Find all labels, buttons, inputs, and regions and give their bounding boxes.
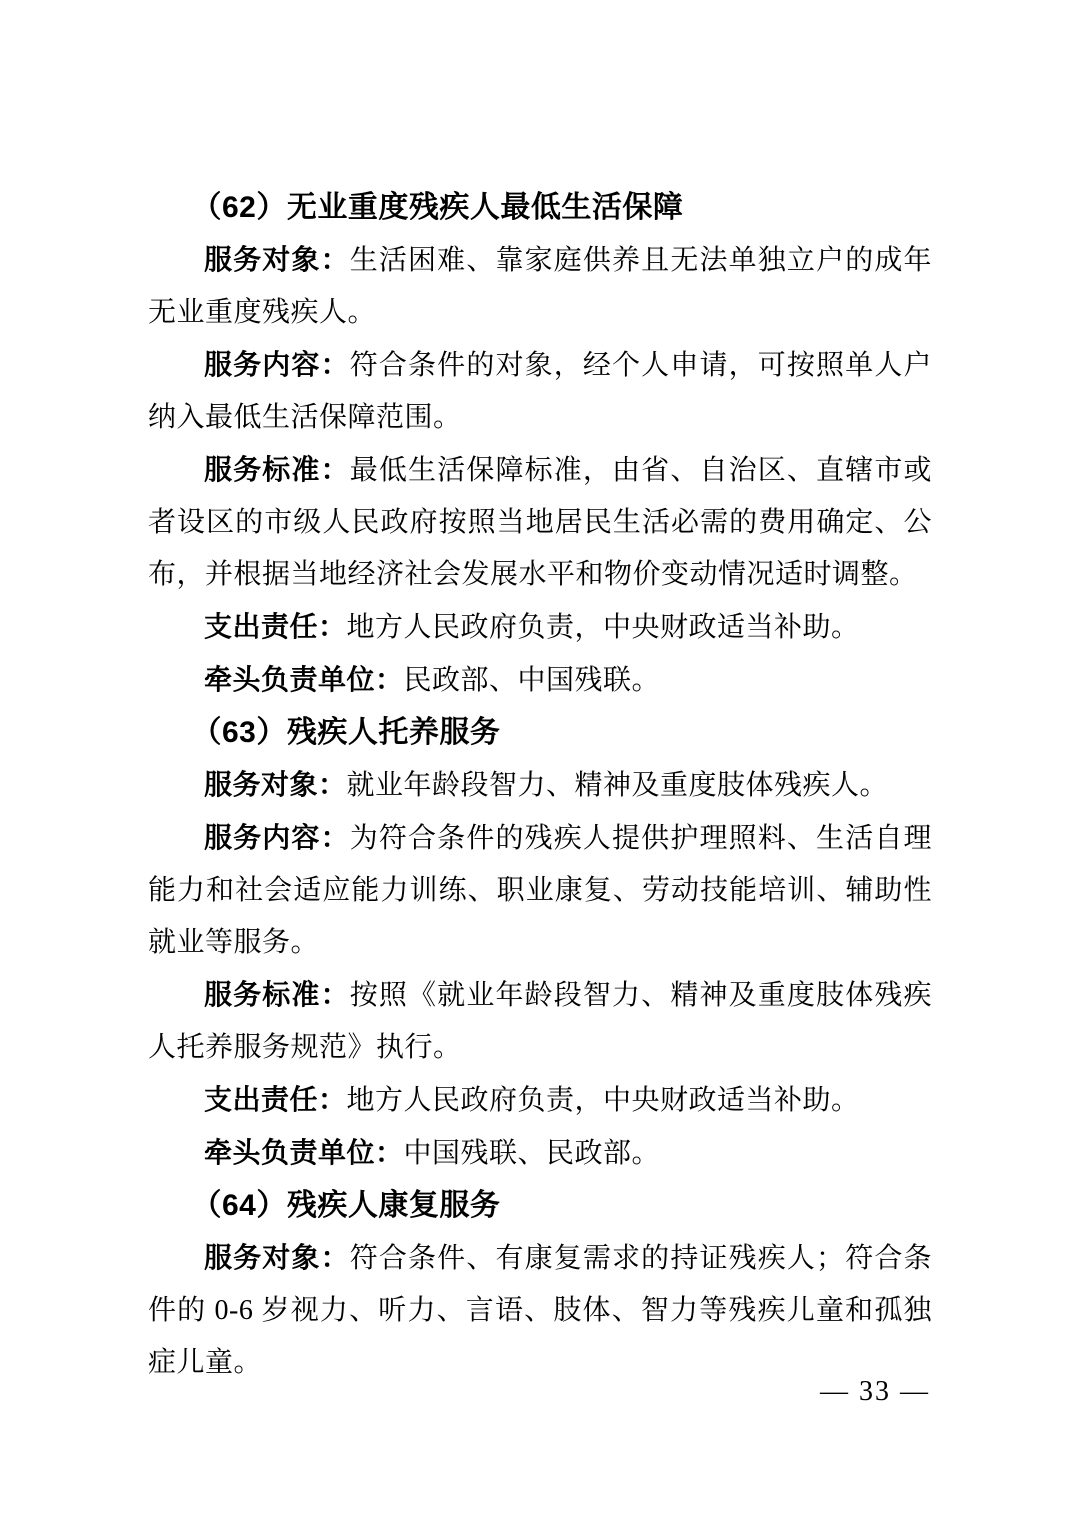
paragraph-service-content (148, 812, 932, 969)
paragraph-label: 服务对象： (204, 1242, 350, 1273)
paragraph-label: 服务内容： (204, 822, 350, 853)
paragraph-label: 服务标准： (204, 979, 350, 1010)
paragraph-service-standard (148, 969, 932, 1074)
paragraph-lead-unit (148, 1127, 932, 1180)
paragraph-service-standard (148, 444, 932, 601)
paragraph-service-target (148, 234, 932, 339)
paragraph-text: 最低生活保障标准，由省、自治区、直辖市或者设区的市级人民政府按照当地居民生活必需的费用确定、公布，并根据当地经济社会发展水平和物价变动情况适时调整。 (148, 455, 932, 590)
paragraph-text: 地方人民政府负责，中央财政适当补助。 (346, 612, 860, 643)
paragraph-text: 符合条件的对象，经个人申请，可按照单人户纳入最低生活保障范围。 (148, 350, 932, 433)
paragraph-text: 就业年龄段智力、精神及重度肢体残疾人。 (346, 770, 889, 801)
page-number-footer: — 33 — (820, 1376, 930, 1407)
section-heading-62: （62）无业重度残疾人最低生活保障 (191, 191, 684, 224)
paragraph-label: 牵头负责单位： (204, 664, 404, 695)
paragraph-text: 符合条件、有康复需求的持证残疾人；符合条件的 0-6 岁视力、听力、言语、肢体、智力等残疾儿童和孤独症儿童。 (148, 1243, 932, 1378)
paragraph-text: 为符合条件的残疾人提供护理照料、生活自理能力和社会适应能力训练、职业康复、劳动技能培训、辅助性就业等服务。 (148, 823, 932, 958)
paragraph-label: 支出责任： (204, 611, 347, 642)
paragraph-label: 服务对象： (204, 244, 350, 275)
paragraph-service-target (148, 759, 932, 812)
paragraph-service-content (148, 339, 932, 444)
section-heading-63: （63）残疾人托养服务 (191, 716, 501, 749)
paragraph-lead-unit (148, 654, 932, 707)
paragraph-service-target (148, 1232, 932, 1389)
paragraph-text: 地方人民政府负责，中央财政适当补助。 (346, 1085, 860, 1116)
paragraph-label: 服务内容： (204, 349, 350, 380)
paragraph-text: 民政部、中国残联。 (403, 665, 661, 696)
paragraph-text: 生活困难、靠家庭供养且无法单独立户的成年无业重度残疾人。 (148, 245, 932, 328)
paragraph-label: 服务对象： (204, 769, 347, 800)
paragraph-expenditure (148, 1074, 932, 1127)
section-heading-64: （64）残疾人康复服务 (191, 1189, 501, 1222)
paragraph-label: 支出责任： (204, 1084, 347, 1115)
paragraph-label: 服务标准： (204, 454, 350, 485)
paragraph-expenditure (148, 601, 932, 654)
document-body (148, 182, 932, 1389)
paragraph-label: 牵头负责单位： (204, 1137, 404, 1168)
paragraph-text: 中国残联、民政部。 (403, 1138, 661, 1169)
paragraph-text: 按照《就业年龄段智力、精神及重度肢体残疾人托养服务规范》执行。 (148, 980, 932, 1063)
